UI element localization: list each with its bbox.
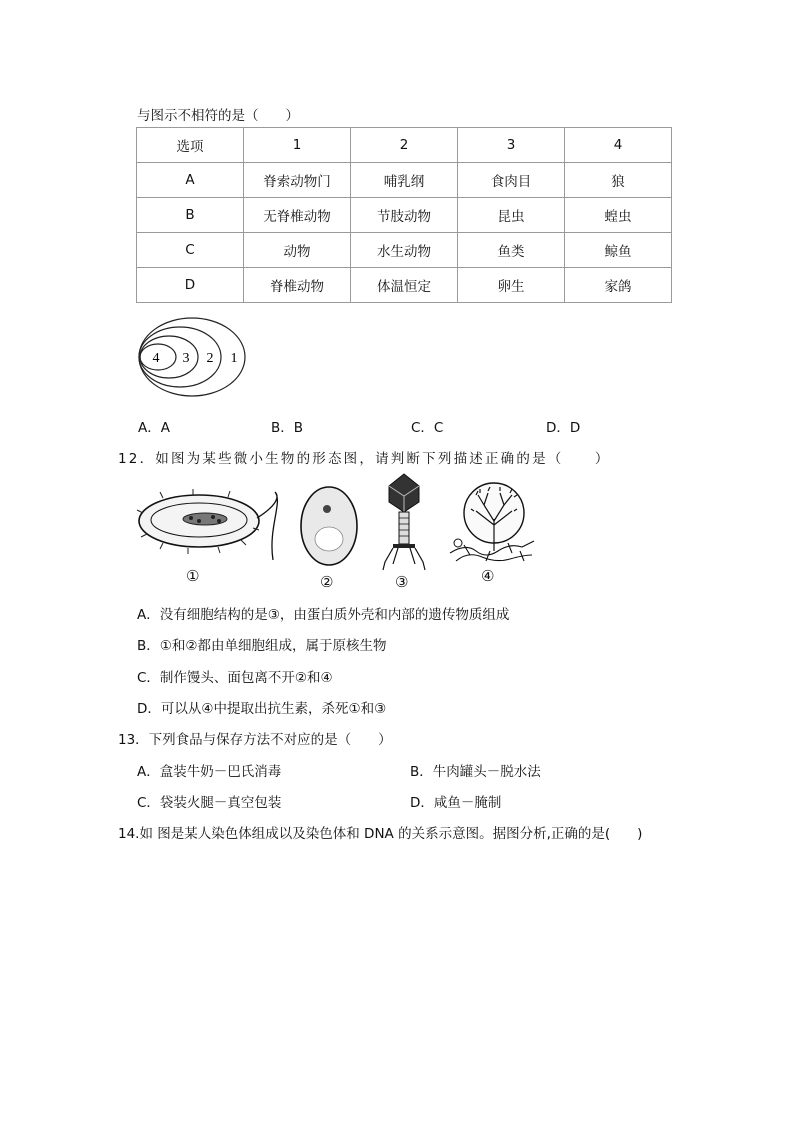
q13-option-b: B．牛肉罐头－脱水法 <box>410 764 541 780</box>
table-cell: 食肉目 <box>458 163 565 198</box>
nested-ellipse-diagram <box>138 314 250 400</box>
q13-option-c: C．袋装火腿－真空包装 <box>137 795 282 811</box>
figure-label-1: ① <box>186 567 200 585</box>
table-cell: 节肢动物 <box>351 198 458 233</box>
q13-stem: 13．下列食品与保存方法不对应的是（ ） <box>118 732 392 748</box>
table-cell: 脊椎动物 <box>244 268 351 303</box>
table-header-cell: 1 <box>244 128 351 163</box>
table-cell: 鲸鱼 <box>565 233 672 268</box>
table-cell: B <box>137 198 244 233</box>
table-cell: 脊索动物门 <box>244 163 351 198</box>
table-row <box>137 268 672 303</box>
q12-option-d: D．可以从④中提取出抗生素，杀死①和③ <box>137 701 387 717</box>
table-row <box>137 233 672 268</box>
table-cell: 昆虫 <box>458 198 565 233</box>
table-header-cell: 2 <box>351 128 458 163</box>
table-cell: 鱼类 <box>458 233 565 268</box>
q14-stem: 14.如 图是某人染色体组成以及染色体和 DNA 的关系示意图。据图分析,正确的是( ) <box>118 826 643 842</box>
q12-option-a: A．没有细胞结构的是③，由蛋白质外壳和内部的遗传物质组成 <box>137 607 510 623</box>
venn-label-3: 3 <box>182 351 190 366</box>
table-header-cell: 选项 <box>137 128 244 163</box>
bacterium-figure <box>133 488 283 563</box>
q11-choices <box>138 416 658 434</box>
figure-label-2: ② <box>320 573 334 591</box>
table-header-cell: 4 <box>565 128 672 163</box>
figure-label-3: ③ <box>395 573 409 591</box>
venn-label-2: 2 <box>206 351 214 366</box>
table-cell: 狼 <box>565 163 672 198</box>
table-cell: 家鸽 <box>565 268 672 303</box>
q11-choice-a: A．A <box>138 420 170 436</box>
table-row <box>137 163 672 198</box>
q12-option-c: C．制作馒头、面包离不开②和④ <box>137 670 333 686</box>
table-cell: 蝗虫 <box>565 198 672 233</box>
q11-stem-tail: 与图示不相符的是（ ） <box>137 108 299 124</box>
q11-choice-d: D．D <box>546 420 581 436</box>
figure-label-4: ④ <box>481 567 495 585</box>
q13-option-a: A．盒装牛奶－巴氏消毒 <box>137 764 282 780</box>
table-row <box>137 198 672 233</box>
q12-option-b: B．①和②都由单细胞组成，属于原核生物 <box>137 638 387 654</box>
q11-choice-b: B．B <box>271 420 304 436</box>
table-cell: C <box>137 233 244 268</box>
table-header-row <box>137 128 672 163</box>
table-cell: 哺乳纲 <box>351 163 458 198</box>
yeast-cell-figure <box>298 484 360 568</box>
q13-option-d: D．咸鱼－腌制 <box>410 795 502 811</box>
table-cell: 体温恒定 <box>351 268 458 303</box>
q12-stem: 12．如图为某些微小生物的形态图，请判断下列描述正确的是（ ） <box>118 451 611 467</box>
q11-options-table <box>136 127 672 303</box>
mold-figure <box>446 481 536 569</box>
table-cell: D <box>137 268 244 303</box>
table-cell: 卵生 <box>458 268 565 303</box>
q11-choice-c: C．C <box>411 420 444 436</box>
table-cell: A <box>137 163 244 198</box>
venn-label-1: 1 <box>230 351 238 366</box>
table-cell: 水生动物 <box>351 233 458 268</box>
venn-label-4: 4 <box>152 351 160 366</box>
table-cell: 动物 <box>244 233 351 268</box>
table-header-cell: 3 <box>458 128 565 163</box>
table-cell: 无脊椎动物 <box>244 198 351 233</box>
bacteriophage-figure <box>381 472 427 572</box>
